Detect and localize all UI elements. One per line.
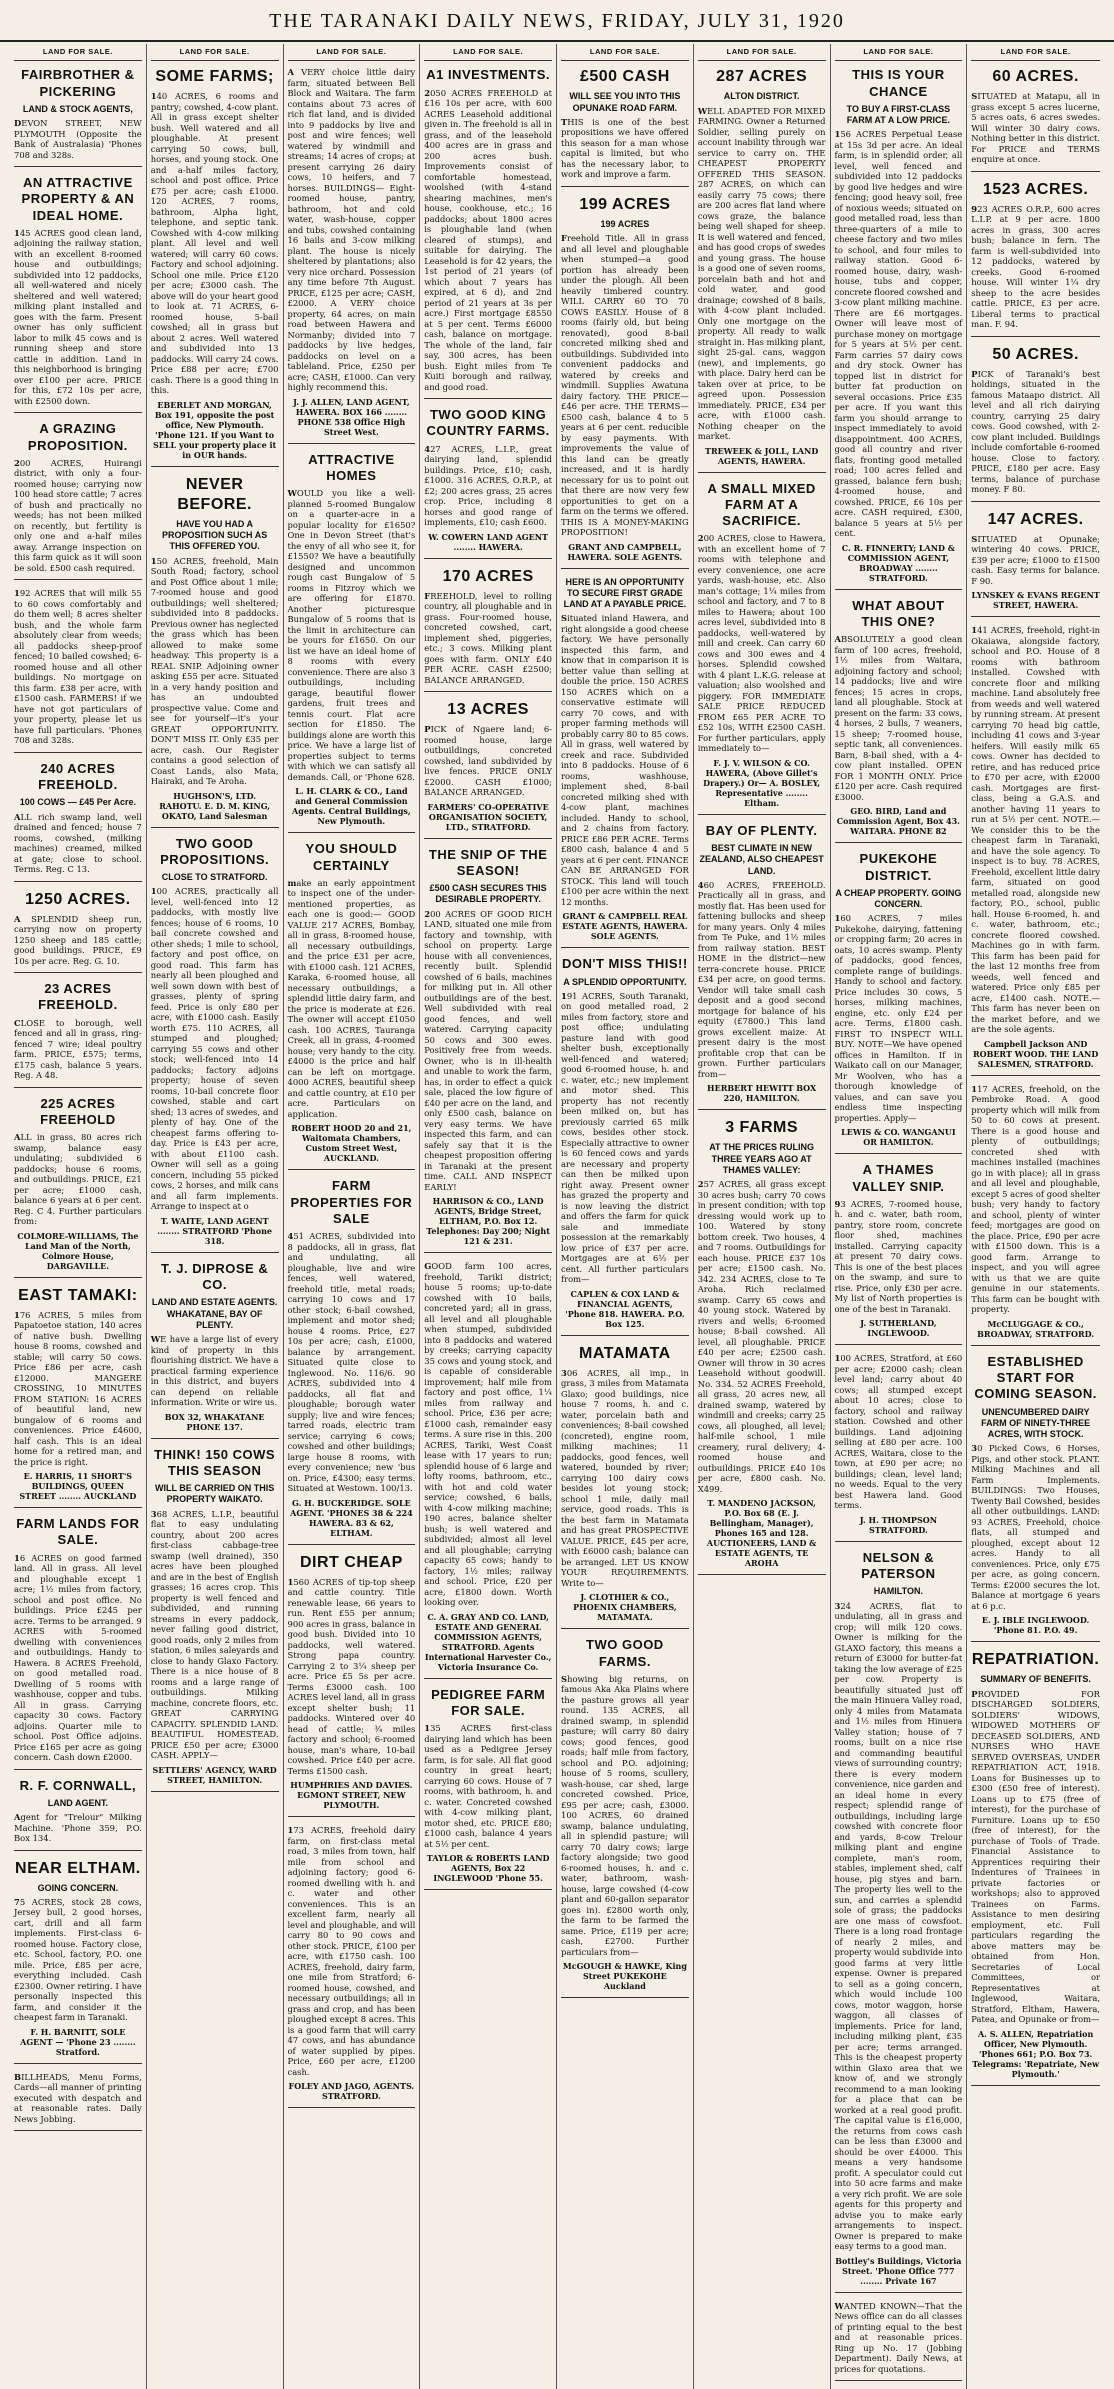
advertisement: [835, 1353, 963, 1542]
ad-subheading: TO BUY A FIRST-CLASS FARM AT A LOW PRICE.: [846, 103, 951, 126]
ad-body: 100 ACRES, Stratford, at £60 per acre; £2000 cash; clean level land; carry about 40 cows; all stumped except about 10 acres; close to factory, school and railway station. Cowshed and other buildings. Land adjoining selling at £80 per acre. 100 ACRES, Waitara, close to the town, at £90 per acre; no buildings; clean, level land; no weeds. Equal to the very best Hawera land. Good terms.: [834, 1353, 963, 1511]
ad-signature: HERBERT HEWITT BOX 220, HAMILTON.: [707, 1083, 817, 1104]
divider: [561, 1997, 689, 1998]
ad-body: Showing big returns, on famous Aka Aka Plains where the pasture grows all year round. 135 ACRES, all drained swamp, in splendid pasture; will carry 80 dairy cows; good fences, good roads; half mile from factory, school and P.O. adjoining; house of 5 rooms, scullery, wash-house, car shed, large concreted cowshed. Price, £95 per acre; cash, £3000. 100 ACRES, 60 drained swamp, balance undulating, all in splendid pasture; will carry 70 dairy cows; large factory alongside; two good 6-roomed houses, h. and c. water, bathroom, wash-house, large cowshed (4-cow plant and 60-gallon separator goes in). £2800 worth only, the farm to be farmed the same. Price, £119 per acre; cash, £2700. Further particulars from—: [561, 1673, 689, 1957]
column-2: [147, 44, 284, 2389]
ad-body: GOOD farm 100 acres, freehold, Tariki district; house 5 rooms; up-to-date cowshed with 10 bails, concreted yard; all in grass, all level and all ploughable when stumped, subdivided into 8 paddocks and watered by creeks; carrying capacity 35 cows and young stock, and is capable of considerable improvement; half mile from factory and post office, 1¼ miles from railway and school. Price, £36 per acre; £1000 cash, remainder easy terms. A sure rise in this. 200 ACRES, Tariki, West Coast lease with 17 years to run; splendid house of 6 large and lofty rooms, bathroom, etc., with hot and cold water service; cowshed, 6 bails, with 4-cow milking machine; 190 acres, balance shelter bush; is well watered and subdivided; almost all level and all ploughable; carrying capacity 65 cows; handy to factory, 1½ miles; railway and school. Price, £20 per acre, £1800 down. Worth looking over.: [424, 1261, 552, 1608]
ad-subheading: LAND & STOCK AGENTS,: [22, 103, 133, 114]
ad-body: FREEHOLD, level to rolling country, all ploughable and in grass. Four-roomed house, concreted cowshed, cart, implement shed, piggeries, etc.; 3 cows. Milking plant goes with farm. ONLY £40 PER ACRE. CASH £2500; BALANCE ARRANGED.: [424, 590, 552, 685]
advertisement: [424, 407, 552, 559]
advertisement: [14, 588, 142, 753]
advertisement: [698, 67, 826, 472]
divider: [698, 1574, 826, 1575]
ad-heading: 1523 ACRES.: [982, 180, 1089, 198]
divider: [14, 972, 142, 973]
advertisement: [14, 1516, 142, 1770]
ad-subheading: A CHEAP PROPERTY. GOING CONCERN.: [835, 887, 962, 910]
ad-subheading: £500 CASH SECURES THIS DESIRABLE PROPERTY.: [429, 883, 547, 905]
ad-body: 368 ACRES, L.I.P., beautiful flat to easy undulating country, about 200 acres first-class cabbage-tree swamp (well drained), 350 acres have been ploughed and are in the best of English grasses; 16 acres crop. This property is well fenced and subdivided, and running streams in every paddock, never failing good district, good roads, only 2 miles from station, 6 miles saleyards and close to handy Glaxo Factory. There is a nice house of 8 rooms and a large range of outbuildings. Milking machine, concrete floors, etc. GREAT CARRYING CAPACITY. SPLENDID LAND. BEAUTIFUL HOMESTEAD. PRICE £50 per acre; £3000 CASH. APPLY—: [150, 1508, 279, 1761]
divider: [971, 2085, 1100, 2086]
ad-heading: DIRT CHEAP: [299, 1553, 403, 1571]
divider: [14, 2063, 142, 2064]
ad-body: 141 ACRES, freehold, right-in Okaiawa, alongside factory, school and P.O. House of 8 rooms with bathroom installed. Cowshed with concrete floor and milking machine. Land absolutely free from weeds and well watered by running stream. At present carrying 70 head big cattle, including 41 cows and 3-year heifers. Will easily milk 65 cows. Owner has decided to retire, and has reduced price to £70 per acre, with £2000 cash. Mortgages are first-class, being a G.A.S. and another having 11 years to run at 5½ per cent. NOTE.—We consider this to be the cheapest farm in Taranaki, and have the sole agency. To inspect is to buy. 78 ACRES, Freehold, excellent little dairy farm, situated on good metalled road, alongside new factory, P.O., school, public hall. House 6-roomed, h. and c. water, bathroom, etc.; concrete floored cowshed. Machines go in with farm. This farm has been paid for the last 12 months free from weeds, well fenced and watered. Price only £85 per acre, £1400 cash. NOTE.—This farm has never been on the market before, and we are the sole agents.: [971, 625, 1100, 1035]
column-header: LAND FOR SALE.: [151, 44, 279, 61]
ad-subheading: WILL SEE YOU INTO THIS OPUNAKE ROAD FARM.: [569, 91, 681, 113]
advertisement: [151, 67, 279, 467]
divider: [151, 1252, 279, 1253]
ad-heading: PUKEKOHE DISTRICT.: [859, 851, 938, 883]
ad-body: 306 ACRES, all imp., in grass, 3 miles from Matamata Glaxo; good buildings, nice house 7 rooms, h. and c. water, porcelain bath and conveniences; 8-bail cowshed (concreted), engine room, milking machines; 11 paddocks, good fences, well watered, bounded by river; carrying 100 dairy cows besides lot young stock; school 1 mile, daily mail service, good roads. This is the best farm in Matamata and has great PROSPECTIVE VALUE. PRICE, £45 per acre, with £6000 cash; balance can be arranged. LET US KNOW YOUR REQUIREMENTS. Write to—: [561, 1367, 689, 1588]
ad-body: WELL ADAPTED FOR MIXED FARMING. Owner a Returned Soldier, selling purely on account inability through war service to carry on. THE CHEAPEST PROPERTY OFFERED THIS SEASON. 287 ACRES, on which can easily carry 75 cows; there are 200 acres flat land where cows graze, the balance being well shaped for sheep. It is well watered and fenced, and has good crops of swedes and young grass. The house is a good one of seven rooms, porcelain bath and hot and cold water, and good drainage; cowshed of 8 bails, with 4-cow plant included. Only one mortgage on the property. All ready to walk straight in. Has milking plant, sight 25-gal. cans, waggon (new), and implements, go with place. Dairy herd can be taken over at price, to be agreed upon. Possession immediately. PRICE, £34 per acre, with £1000 cash. Nothing cheaper on the market.: [697, 105, 826, 442]
divider: [835, 1153, 963, 1154]
ad-signature: BOX 32, WHAKATANE PHONE 137.: [164, 1411, 265, 1432]
advertisement: [14, 1096, 142, 1278]
ad-heading: 240 ACRES FREEHOLD.: [38, 760, 118, 793]
ad-body: 451 ACRES, subdivided into 8 paddocks, all in grass, flat and undulating, all ploughable, live and wire fences, well watered, freehold title, metal roads; carrying 10 cows and 17 other stock; 6-bail cowshed, implement and motor shed; house 4 rooms. Price, £27 10s per acre; cash, £1000, balance by arrangement. Situated quite close to Inglewood. No. 116/6. 90 ACRES, subdivided into 4 paddocks, all flat and ploughable; borough water supply; live and wire fences; tarred roads, electric tram service; carrying 6 cows; cowshed and other buildings; large house 8 rooms, with every convenience; new 'bus on. Price, £4300; easy terms. Situated at Westown. 100/13.: [287, 1231, 416, 1494]
ad-signature: FOLEY AND JAGO, AGENTS. STRATFORD.: [288, 2081, 415, 2102]
advertisement: [151, 1261, 279, 1439]
ad-body: make an early appointment to inspect one of the under-mentioned properties, as each one is good:— GOOD VALUE 217 ACRES, Bombay, all in grass, 8-roomed house, all necessary outbuildings, and the price £31 per acre, with £1000 cash. 121 ACRES, Karaka, 6-roomed house, all necessary outbuildings, a splendid little dairy farm, and the price is moderate at £26. The owner will accept £1050 cash. 100 ACRES, Tauranga Creek, all in grass, 4-roomed house; very handy to the city. £4000 is the price and half can be left on mortgage. 4000 ACRES, beautiful sheep and cattle country, at £10 per acre. Particulars on application.: [287, 877, 416, 1119]
divider: [151, 827, 279, 828]
divider: [561, 1628, 689, 1629]
ad-heading: A THAMES VALLEY SNIP.: [852, 1162, 945, 1194]
ad-body: 117 ACRES, freehold, on the Pembroke Road. A good property which will milk from 50 to 60 cows at present. There is a good house and plenty of outbuildings; concreted shed with machines installed (machines go in with place); all in grass and all level and ploughable, except 5 acres of good shelter bush; very handy to factory and school, plenty of winter feed; mortgages are good on the place. Price, £90 per acre with £1500 down. This is a good farm. Arrange to inspect, and you will agree with us that we are quite genuine in our statements. This farm can be bought with property.: [971, 1083, 1100, 1315]
ad-subheading: 199 ACRES: [600, 218, 650, 229]
ad-body: Agent for "Trelour" Milking Machine. 'Phone 359, P.O. Box 134.: [14, 1812, 142, 1844]
ad-signature: F. J. V. WILSON & CO. HAWERA, (Above Gillet's Drapery.) Or— A. BOSLEY, Representative ........ Eltham.: [703, 757, 821, 808]
ad-heading: DON'T MISS THIS!!: [562, 956, 688, 972]
ad-heading: 13 ACRES: [447, 701, 529, 719]
advertisement: [14, 67, 142, 167]
divider: [14, 2130, 142, 2131]
divider: [424, 691, 552, 692]
ad-body: 2050 ACRES FREEHOLD at £16 10s per acre, with 600 ACRES Leasehold additional given in. The freehold is all in grass, and of the leasehold 400 acres are in grass and 200 acres bush. Improvements consist of comfortable homestead, woolshed (with 4-stand shearing machines, men's house, cookhouse, etc.; 16 paddocks; about 1800 acres is ploughable land (when cleared of stumps), and suitable for dairying. The Leasehold is for 42 years, the 1st period of 21 years (of which about 7 years has expired, at 6 d), and 2nd period of 21 years at 3s per acre.) First mortgage £8550 at 5 per cent. Terms £6000 cash, balance on mortgage. The whole of the land, fair say, 300 acres, has been bush. Eight miles from Te Kuiti borough and railway, and good road.: [424, 87, 552, 392]
ad-subheading: ALTON DISTRICT.: [723, 91, 800, 102]
divider: [971, 336, 1100, 337]
divider: [288, 832, 416, 833]
ad-signature: J. H. THOMPSON STRATFORD.: [859, 1514, 938, 1535]
divider: [835, 589, 963, 590]
divider: [561, 568, 689, 569]
ad-subheading: LAND AND ESTATE AGENTS. WHAKATANE, BAY OF PLENTY.: [151, 1297, 278, 1330]
ad-heading: TWO GOOD PROPOSITIONS.: [160, 835, 270, 867]
ad-body: 93 ACRES, 7-roomed house, h. and c. water, bath room, pantry, store room, concrete floor shed, machines installed. Carrying capacity at present 70 dairy cows. This is one of the best places on the swamp, and sure to rise. Price, only £30 per acre. My list of North properties is one of the best in Taranaki.: [834, 1198, 963, 1314]
advertisement: [288, 67, 416, 444]
advertisement: [971, 345, 1100, 502]
column-header: LAND FOR SALE.: [14, 44, 142, 61]
ad-signature: HUGHSON'S, LTD. RAHOTU. E. D. M. KING, OKATO, Land Salesman: [159, 790, 271, 821]
advertisement: [561, 195, 689, 569]
ad-subheading: BEST CLIMATE IN NEW ZEALAND, ALSO CHEAPEST LAND.: [699, 843, 824, 876]
ad-body: PROVIDED FOR DISCHARGED SOLDIERS, SOLDIERS' WIDOWS, WIDOWED MOTHERS OF DECEASED SOLDIERS, AND NURSES WHO HAVE SERVED OVERSEAS, UNDER REPATRIATION ACT, 1918. Loans for Businesses up to £300 (£50 free of interest). Loans up to £75 (free of interest), for the purchase of Furniture. Loans up to £50 (free of interest), for the purchase of Tools of Trade. Financial Assistance to Apprentices requiring their Indentures of Trainees in private factories or workshops; also to approved Trainees on Farms. Assistance to men desiring employment, etc. Full particulars regarding the above matters may be obtained from Hon. Secretaries of Local Committees, or Representatives at Inglewood, Waitara, Stratford, Eltham, Hawera, Patea, and Opunake or from—: [971, 1688, 1100, 2025]
divider: [151, 1438, 279, 1439]
divider: [14, 412, 142, 413]
ad-heading: 287 ACRES: [716, 68, 808, 86]
ad-heading: T. J. DIPROSE & CO.: [161, 1260, 269, 1293]
divider: [698, 814, 826, 815]
ad-body: 1560 ACRES of tip-top sheep and cattle country. Title renewable lease, 66 years to run. Rent £55 per annum; 900 acres in grass, balance in good bush. Divided into 10 paddocks, well watered. Strong papa country. Carrying 2 to 3¼ sheep per acre. Price £5 5s per acre. Terms £3000 cash. 100 ACRES level land, all in grass except shelter bush; 11 paddocks. Wintered over 40 head of cattle; ¾ miles factory and school; 6-roomed house, man's whare, 10-bail cowshed. Price £40 per acre. Terms £1500 cash.: [287, 1576, 416, 1776]
divider: [14, 579, 142, 580]
ad-subheading: HAMILTON.: [873, 1586, 923, 1597]
ad-body: 200 ACRES, Huirangi district, with only a four-roomed house; carrying now 100 head store cattle; 7 acres of bush and practically no weeds; has not been milked on recently, but fertility is only one and a-half miles away. Arrange inspection on this farm quick as it will soon be sold. £500 cash required.: [14, 457, 142, 573]
ad-body: PICK of Taranaki's best holdings, situated in the famous Mataapo district. All level and all rich dairying country, carrying 25 dairy cows. Good cowshed, with 2-cow plant included. Buildings include comfortable 6-roomed house. Close to factory. PRICE, £180 per acre. Easy terms, balance of purchase money. F 80.: [971, 368, 1100, 495]
ad-body: 324 ACRES, flat to undulating, all in grass and crop; will milk 120 cows. Owner is milking for the GLAXO factory, this means a return of £3000 for butter-fat taking the low average of £25 per cow. Property is beautifully situated just off the main Hinuera Valley road, only 4 miles from Matamata and 1½ miles from Hinuera Valley station; house of 7 rooms, built on a nice rise and commanding beautiful views of surrounding country; there is every modern convenience, nice garden and an ideal home in every respect; splendid range of outbuildings, including large cowshed with concrete floor and yards, 8-cow Trelour milking plant and engine complete, man's room, stables, implement shed, calf house, pig styes and barn. The property lies well to the sun, and carries a splendid sole of grass; the paddocks are one mass of cowsfoot. There is a long road frontage of nearly 2 miles, and property would subdivide into good farms at very little expense. Owner is prepared to sell as a going concern, which would include 100 cows, motor waggon, horse waggon, all classes of implements. Price for land, including milking plant, £35 per acre; terms arranged. This is the cheapest property within Glaxo area that we know of, and we strongly recommend to a man looking for a place that can be worked at a real good profit. The capital value is £16,000, the returns from cows cash can be less than £3000 and should be over £4000. This means a very handsome profit. A speculator could cut into 50 acre farms and make a very rich profit. We are sole agents for this property and advise you to make early arrangements to inspect. Owner is prepared to make easy terms to a good man.: [834, 1600, 963, 2252]
divider: [14, 166, 142, 167]
ad-signature: TAYLOR & ROBERTS LAND AGENTS, Box 22 INGLEWOOD 'Phone 55.: [426, 1853, 550, 1884]
ad-signature: F. H. BARNITT, SOLE AGENT — 'Phone 23 ........ Stratford.: [20, 2026, 136, 2057]
ad-heading: AN ATTRACTIVE PROPERTY & AN IDEAL HOME.: [21, 175, 135, 223]
advertisement: [561, 1344, 689, 1630]
advertisement: [561, 67, 689, 187]
ad-body: ALL in grass, 80 acres rich swamp, balance easy undulating; subdivided 6 paddocks; house 6 rooms, and outbuildings. PRICE, £21 per acre; £1000 cash, balance 6 years at 6 per cent. Reg. C 4. Further particulars from:: [14, 1132, 142, 1227]
ad-signature: J. SUTHERLAND, INGLEWOOD.: [860, 1318, 937, 1339]
advertisement: [835, 598, 963, 844]
ad-signature: G. H. BUCKERIDGE. SOLE AGENT. 'PHONES 38 & 224 HAWERA. 83 & 62, ELTHAM.: [290, 1497, 413, 1538]
ad-heading: £500 CASH: [579, 68, 670, 86]
ad-body: 145 ACRES good clean land, adjoining the railway station, with an excellent 8-roomed house and outbuildings; subdivided into 12 paddocks, all well-watered and nicely sheltered and well watered; milking plant installed and goes with the farm. Present owner has only sufficient labor to milk 45 cows and is running sheep and store cattle in addition. Land in this neighborhood is bringing over £100 per acre. PRICE for this, £72 10s per acre, with £2500 down.: [14, 227, 142, 406]
ad-heading: A1 INVESTMENTS.: [426, 67, 551, 83]
ad-body: 75 ACRES, stock 28 cows, Jersey bull, 2 good horses, cart, drill and all farm implements. First-class 6-roomed house. Factory close, etc. School, factory, P.O. one mile. Price, £85 per acre, everything included. Cash £2300. Owner retiring. I have personally inspected this farm, and consider it the cheapest farm in Taranaki.: [14, 1896, 142, 2023]
advertisement: [151, 475, 279, 828]
ad-body: 460 ACRES, FREEHOLD. Practically all in grass, and mostly flat. Has been used for fattening bullocks and sheep for many years. Only 4 miles from Te Puke, and 1½ miles from railway station. BEST HOME in the district—new terra-concrete house. PRICE £34 per acre, on good terms. Vendor will take small cash deposit and a good second mortgage for balance of his equity (£7800.) This land grows excellent maize. At present dairy is the most profitable crop that can be grown. Further particulars from—: [697, 879, 826, 1079]
ad-signature: Bottley's Buildings, Victoria Street. 'Phone Office 777 ........ Private 167: [835, 2255, 962, 2286]
ad-signature: J. CLOTHIER & CO., PHOENIX CHAMBERS, MATAMATA.: [573, 1592, 677, 1623]
advertisement: [561, 577, 689, 949]
ad-heading: TWO GOOD KING COUNTRY FARMS.: [426, 407, 550, 439]
ad-signature: EBERLET AND MORGAN, Box 191, opposite the post office, New Plymouth. 'Phone 121. If you Want to SELL your property place it in OUR hands.: [153, 399, 277, 460]
divider: [971, 616, 1100, 617]
ad-body: PICK of Ngaere land; 6-roomed house, large outbuildings, concreted cowshed, land subdivided by live fences. PRICE ONLY £2000. CASH £1000; BALANCE ARRANGED.: [424, 724, 552, 798]
divider: [424, 1889, 552, 1890]
ad-body: 150 ACRES, freehold, Main South Road; factory, school and Post Office about 1 mile; 7-roomed house and good outbuildings; well sheltered; subdivided into 8 paddocks. Previous owner has neglected the grass which has been allowed to make some headway. This property is a REAL SNIP. Adjoining owner asking £55 per acre. Situated in a very handy position and has an undoubted prospective value. Come and see for yourself—it's your GREAT OPPORTUNITY. DON'T MISS IT. Only £35 per acre, cash. Our Register contains a good selection of Coast Lands, also Mata, Hairaki, and Te Aroha.: [150, 555, 279, 787]
ad-heading: 50 ACRES.: [992, 345, 1079, 363]
advertisement: [424, 1261, 552, 1679]
ad-body: 200 ACRES, close to Hawera, with an excellent home of 7 rooms with telephone and every convenience, one acre yards, wash-house, etc. Also man's cottage; 1¼ miles from school and factory, and 7 to 8 miles to Hawera; about 100 acres level, subdivided into 8 paddocks, well-watered by mill and creek. Can carry 60 cows and 300 ewes and 4 horses. Splendid cowshed with 4 plant L.K.G. release at valuation; also woolshed and piggery. FOR IMMEDIATE SALE PRICE REDUCED FROM £65 PER ACRE TO £52 10s, WITH £2500 CASH. For further particulars, apply immediately to—: [697, 533, 826, 754]
ad-signature: COLMORE-WILLIAMS, The Land Man of the North, Colmore House, DARGAVILLE.: [17, 1230, 139, 1271]
ad-subheading: CLOSE TO STRATFORD.: [161, 872, 268, 883]
column-5: [557, 44, 694, 2389]
ad-heading: ATTRACTIVE HOMES: [308, 451, 395, 484]
ad-signature: L. H. CLARK & CO., Land and General Commission Agents. Central Buildings, New Plymouth.: [292, 786, 411, 827]
advertisement: [288, 452, 416, 834]
advertisement: [288, 841, 416, 1170]
advertisement: [971, 1084, 1100, 1346]
advertisement: [698, 481, 826, 815]
ad-signature: FARMERS' CO-OPERATIVE ORGANISATION SOCIETY, LTD., STRATFORD.: [427, 801, 549, 832]
ad-body: WOULD you like a well-planned 5-roomed Bungalow on a quarter-acre in a popular locality for £1650? One in Devon Street (that's the envy of all who see it, for £1550? We have a beautifully designed and uncommon rough cast Bungalow of 5 rooms in Fitzroy which we are offering for £1870. Another picturesque Bungalow of 5 rooms that is the limit in architecture can be yours for £1650. On our list we have an ideal home of 8 rooms with every convenience. There are also 3 outbuildings, including garage, beautiful flower gardens, fruit trees and tennis court. Flat acre section for £1850. The buildings alone are worth this price. We have a large list of properties subject to terms with which we can satisfy all demands. Call, or 'Phone 628.: [287, 488, 416, 782]
ad-body: 427 ACRES, L.I.P., great dairying land, splendid buildings. Price, £10; cash, £1000. 316 ACRES, O.R.P., at £2; 200 acres grass, 25 acres crop. Price, including 8 horses and good range of implements, £10; cash £600.: [424, 443, 552, 528]
divider: [151, 1791, 279, 1792]
divider: [288, 2107, 416, 2108]
advertisement: [835, 1162, 963, 1345]
column-6: [694, 44, 831, 2389]
divider: [288, 1169, 416, 1170]
ad-heading: 199 ACRES: [579, 195, 671, 213]
ad-signature: LEWIS & CO. WANGANUI OR HAMILTON.: [841, 1127, 956, 1148]
ad-subheading: WILL BE CARRIED ON THIS PROPERTY WAIKATO.: [154, 1483, 275, 1505]
ad-signature: CAPLEN & COX LAND & FINANCIAL AGENTS, 'Phone 818. HAWERA. P.O. Box 125.: [565, 1288, 685, 1329]
ad-heading: FARM LANDS FOR SALE.: [16, 1516, 140, 1548]
ad-subheading: A SPLENDID OPPORTUNITY.: [563, 976, 687, 987]
advertisement: [288, 1825, 416, 2108]
ad-body: 140 ACRES, 6 rooms and pantry; cowshed, 4-cow plant. All in grass except shelter bush. Well watered and all ploughable. At present carrying 50 cows, bull, horses, and young stock. One and a-half miles factory, school and post office. Price £75 per acre; cash £1000. 120 ACRES, 7 rooms, bathroom, Alpha light, telephone, and septic tank. Cowshed with 4-cow milking plant. All level and well watered; will carry 60 cows. Factory and school adjoining. School one mile. Price £120 per acre; £3000 cash. The above will do your heart good to look at. 71 ACRES, 6-roomed house, 5-bail cowshed; all in grass but about 2 acres. Well watered and subdivided into 13 paddocks. Will carry 24 cows. Price £88 per acre; £700 cash. There is a good thing in this.: [150, 91, 279, 396]
ad-subheading: AT THE PRICES RULING THREE YEARS AGO AT THAMES VALLEY:: [709, 1142, 815, 1175]
divider: [14, 752, 142, 753]
ad-heading: 147 ACRES.: [987, 510, 1084, 528]
ad-heading: THINK! 150 COWS THIS SEASON: [154, 1446, 276, 1478]
advertisement: [14, 761, 142, 882]
divider: [971, 1641, 1100, 1642]
ad-body: 191 ACRES, South Taranaki, on good metalled road, 2 miles from factory, store and post office; undulating pasture land with good shelter bush, exceptionally well-fenced and watered; good 6-roomed house, h. and c. water, etc.; new implement and motor shed. This property has not recently been milked on, but has previously carried 65 milk cows, besides other stock. Especially attractive to owner is 60 fenced cows and yards are necessary and property can then be milked upon right away. Present owner has grazed the property and is now leaving the district and offers the farm for quick sale and immediate possession at the remarkably low price of £37 per acre. Mortgages are at 6½ per cent. All further particulars from—: [561, 990, 689, 1285]
column-header: LAND FOR SALE.: [971, 44, 1100, 61]
advertisement: [971, 1650, 1100, 2085]
advertisement: [835, 2301, 963, 2382]
divider: [424, 558, 552, 559]
advertisement: [14, 421, 142, 580]
advertisement: [424, 567, 552, 693]
ad-subheading: SUMMARY OF BENEFITS.: [980, 1674, 1091, 1685]
ad-body: WANTED KNOWN—That the News office can do all classes of printing equal to the best and at reasonable prices. Ring up No. 17 (Jobbing Department). Daily News, at prices for quotations.: [834, 2300, 963, 2374]
ad-body: 135 ACRES first-class dairying land which has been used as a Pedigree Jersey farm, is for sale. All flat good country in great heart; carrying 60 cows. House of 7 rooms, with bathroom, h. and c. water. Concreted cowshed with 4-cow milking plant, motor shed, etc. PRICE £80; £1000 cash, balance 4 years at 5½ per cent.: [424, 1723, 552, 1849]
ad-heading: THIS IS YOUR CHANCE: [852, 67, 945, 99]
divider: [14, 1507, 142, 1508]
ad-signature: GRANT AND CAMPBELL, HAWERA. SOLE AGENTS.: [567, 541, 683, 562]
ad-body: 100 ACRES, practically all level, well-fenced into 12 paddocks, with mostly live fences; house of 6 rooms, 10 bail concrete cowshed and other sheds; 1 mile to school, factory and post office, on good road. This farm has nearly all been ploughed and well sown down with best of grasses, plenty of spring feed. Price is only £80 per acre, with £1000 cash. Easily worth £75. 110 ACRES, all stumped and ploughed; carrying 55 cows and other stock; well-fenced into 14 paddocks; factory adjoins property; house of seven rooms, 10-bail concrete floor cowshed, stable and cart shed; 13 acres of swedes, and plenty of hay. One of the cheapest farms offering to-day. Price is £43 per acre, with about £1100 cash. Owner will sell as a going concern, including 55 picked cows, 2 horses, and milk cans and all farm implements. Arrange to inspect at o: [150, 886, 279, 1212]
ad-subheading: 100 COWS — £45 Per Acre.: [19, 797, 136, 808]
ad-body: ABSOLUTELY a good clean farm of 100 acres, freehold, 1½ miles from Waitara, adjoining factory and school; 14 paddocks; live and wire fences; 15 acres in crops, land all ploughable. Stock at present on the farm: 33 cows, 4 horses, 2 bulls, 7 weaners, 15 sheep; 7-roomed house, septic tank, all conveniences. Barn, 8-bail shed, with a 4-cow plant installed. OPEN FOR 1 MONTH ONLY. Price £120 per acre. Cash required £3000.: [834, 634, 963, 802]
ad-signature: T. MANDENO JACKSON, P.O. Box 68 (E. J. Bellingham, Manager), Phones 165 and 128. AUCTIONEERS, LAND & ESTATE AGENTS, TE AROHA: [706, 1498, 817, 1569]
divider: [14, 1850, 142, 1851]
divider: [424, 838, 552, 839]
advertisement: [835, 67, 963, 590]
advertisement: [971, 1354, 1100, 1643]
column-header: LAND FOR SALE.: [424, 44, 552, 61]
ad-heading: NELSON & PATERSON: [861, 1549, 936, 1582]
ad-signature: HARRISON & CO., LAND AGENTS, Bridge Street, ELTHAM, P.O. Box 12. Telephones: Day 200; Night 121 & 231.: [426, 1196, 550, 1247]
advertisement: [151, 1447, 279, 1792]
advertisement: [835, 1550, 963, 2293]
ad-signature: A. S. ALLEN, Repatriation Officer, New Plymouth. 'Phones 661; P.O. Box 73. Telegrams: 'Repatriate, New Plymouth.': [972, 2028, 1099, 2079]
advertisement: [424, 1687, 552, 1891]
ad-signature: LYNSKEY & EVANS REGENT STREET, HAWERA.: [971, 590, 1100, 611]
divider: [698, 472, 826, 473]
ad-body: DEVON STREET, NEW PLYMOUTH (Opposite the Bank of Australasia) 'Phones 708 and 328s.: [14, 118, 142, 160]
advertisement: [14, 890, 142, 974]
advertisement: [698, 823, 826, 1111]
advertisement: [424, 67, 552, 399]
divider: [971, 501, 1100, 502]
ad-heading: SOME FARMS;: [155, 68, 274, 86]
ad-signature: C. R. FINNERTY; LAND & COMMISSION AGENT, BROADWAY ........ STRATFORD.: [841, 542, 955, 583]
ad-heading: NEVER BEFORE.: [177, 475, 252, 513]
ad-signature: T. WAITE, LAND AGENT ........ STRATFORD 'Phone 318.: [157, 1215, 272, 1246]
column-8: [967, 44, 1104, 2389]
ad-heading: 3 FARMS: [725, 1119, 799, 1137]
ad-heading: 1250 ACRES.: [25, 890, 131, 908]
divider: [971, 171, 1100, 172]
ad-body: 192 ACRES that will milk 55 to 60 cows comfortably and do them well; 8 acres shelter bush, and the whole farm absolutely clear from weeds; all paddocks sheep-proof fenced; 10 bailed cowshed; 6-roomed house and all other buildings. No mortgage on this farm. £38 per acre, with £1500 cash. FARMERS! if we have not got particulars of your property, please let us have full particulars. 'Phones 708 and 328s.: [14, 588, 142, 746]
ad-signature: W. COWERN LAND AGENT ........ HAWERA.: [428, 531, 548, 552]
divider: [288, 1816, 416, 1817]
advertisement: [151, 836, 279, 1253]
ad-heading: 23 ACRES FREEHOLD.: [38, 981, 118, 1013]
divider: [288, 443, 416, 444]
ad-subheading: HAVE YOU HAD A PROPOSITION SUCH AS THIS OFFERED YOU.: [162, 518, 268, 552]
advertisement: [288, 1553, 416, 1818]
divider: [835, 2292, 963, 2293]
divider: [835, 842, 963, 843]
ad-signature: Campbell Jackson AND ROBERT WOOD. THE LAND SALESMEN, STRATFORD.: [972, 1038, 1099, 1069]
ad-body: 176 ACRES, 5 miles from Papatoetoe station, 140 acres of native bush. Dwelling house 8 rooms, cowshed and stable; will carry 50 cows. Price £86 per acre, cash £12000. MANGERE CROSSING, 10 MINUTES FROM STATION: 16 ACRES of beautiful land, new bungalow of 6 rooms and conveniences. Price £4600, half cash. This is an ideal home for a retired man, and the price is right.: [14, 1309, 142, 1467]
divider: [14, 1087, 142, 1088]
divider: [288, 1544, 416, 1545]
ad-body: Situated inland Hawera, and right alongside a good cheese factory. We have personally inspected this farm, and know that in comparison it is better value than selling at double the price. 150 ACRES 150 ACRES which on a conservative estimate will carry 70 cows, and with proper farming methods will probably carry 80 to 85 cows. All in grass, well watered by creek and race. Subdivided into 8 paddocks. House of 6 rooms, washhouse, implement shed, 8-bail concreted milking shed with 4-cow plant, machines included. Handy to school, and 2 chains from factory. PRICE £86 PER ACRE. Terms £800 cash, balance 4 and 5 years at 6 per cent. FINANCE CAN BE ARRANGED FOR STOCK. This land will touch £100 per acre within the next 12 months.: [561, 613, 689, 907]
column-header: LAND FOR SALE.: [835, 44, 963, 61]
ad-body: THIS is one of the best propositions we have offered this season for a man whose capital is limited, but who has the necessary labor, to work and improve a farm.: [561, 116, 689, 180]
ad-heading: BAY OF PLENTY.: [705, 822, 818, 838]
ad-heading: REPATRIATION.: [971, 1651, 1100, 1669]
ad-body: 16 ACRES on good farmed land. All in grass. All level and ploughable except 1 acre; 1½ miles from factory, school and post office. No buildings. Price £245 per acre. Terms to be arranged. 9 ACRES with 5-roomed dwelling with conveniences and outbuildings. Handy to Hawera. 8 ACRES Freehold, on good metalled road. Dwelling of 5 rooms with washhouse, copper and tubs. All in grass. Carrying capacity 30 cows. Factory adjoins. Quarter mile to school. Post Office adjoins. Price £165 per acre as going concern. Cash down £2000.: [14, 1552, 142, 1763]
ad-signature: J. J. ALLEN, LAND AGENT, HAWERA. BOX 166 ........ PHONE 538 Office High Street West.: [293, 396, 410, 437]
ad-heading: 225 ACRES FREEHOLD: [40, 1095, 116, 1127]
ad-heading: YOU SHOULD CERTAINLY: [305, 841, 398, 873]
advertisement: [14, 1286, 142, 1509]
ad-heading: FAIRBROTHER & PICKERING: [21, 67, 135, 99]
ad-signature: E. HARRIS, 11 SHORT'S BUILDINGS, QUEEN STREET ........ AUCKLAND: [19, 1471, 137, 1502]
ad-subheading: HERE IS AN OPPORTUNITY TO SECURE FIRST GRADE LAND AT A PAYABLE PRICE.: [563, 576, 687, 610]
column-1: [10, 44, 147, 2389]
divider: [14, 1277, 142, 1278]
divider: [424, 398, 552, 399]
divider: [971, 1345, 1100, 1346]
advertisement: [288, 1178, 416, 1544]
column-3: [284, 44, 421, 2389]
columns-container: [10, 44, 1104, 2374]
divider: [561, 947, 689, 948]
ad-heading: ESTABLISHED START FOR COMING SEASON.: [974, 1353, 1097, 1402]
advertisement: [14, 1859, 142, 2064]
ad-heading: THE SNIP OF THE SEASON!: [428, 846, 548, 878]
advertisement: [971, 67, 1100, 172]
ad-heading: TWO GOOD FARMS.: [586, 1637, 664, 1669]
column-4: [420, 44, 557, 2389]
ad-body: 923 ACRES O.R.P., 600 acres L.I.P. at 9 per acre. 1800 acres in grass, 300 acres bush; balance in fern. The farm is well-subdivided into 12 paddocks, watered by creeks. Good 6-roomed house. Will winter 1¼ dry sheep to the acre besides cattle. PRICE, £3 per acre. Liberal terms to practical man. F. 94.: [971, 203, 1100, 330]
advertisement: [971, 180, 1100, 337]
ad-body: 173 ACRES, freehold dairy farm, on first-class metal road, 3 miles from town, half mile from school and adjoining factory; good 6-roomed dwelling with h. and c. water and other conveniences. This is an excellent farm, nearly all level and ploughable, and will carry 80 to 90 cows and other stock. PRICE, £100 per acre, with £1750 cash. 100 ACRES, freehold, dairy farm, one mile from Stratford; 6-roomed house, cowshed, and necessary outbuildings; all in grass and crop, and has been ploughed except 8 acres. This is a good farm that will carry 47 cows, and has abundance of water supplied by pipes. Price, £60 per acre, £1200 cash.: [287, 1825, 416, 2077]
ad-heading: A SMALL MIXED FARM AT A SACRIFICE.: [707, 480, 816, 529]
ad-body: CLOSE to borough, well fenced and all in grass, ring-fenced 7 wire; ideal poultry farm. PRICE, £575; terms, £175 cash, balance 5 years. Reg. A 48.: [14, 1017, 142, 1081]
ad-body: SITUATED at Matapu, all in grass except 5 acres lucerne, 5 acres oats, 6 acres swedes. Will winter 30 dairy cows. Nothing better in this district. For PRICE and TERMS enquire at once.: [971, 91, 1100, 165]
advertisement: [14, 1778, 142, 1851]
ad-signature: McCLUGGAGE & CO., BROADWAY, STRATFORD.: [977, 1318, 1095, 1339]
ad-body: ALL rich swamp land, well drained and fenced; house 7 rooms, cowshed, (milking machines) creamed, milked at gate; close to school. Terms. Reg. C 13.: [14, 811, 142, 875]
divider: [698, 1109, 826, 1110]
divider: [14, 1769, 142, 1770]
column-header: LAND FOR SALE.: [698, 44, 826, 61]
advertisement: [971, 510, 1100, 618]
ad-body: SITUATED at Opunake; wintering 40 cows. PRICE, £39 per acre; £1000 to £1500 cash. Easy terms for balance. F 90.: [971, 533, 1100, 586]
ad-signature: E. J. IBLE INGLEWOOD. 'Phone 81. P.O. 49.: [981, 1615, 1090, 1636]
ad-body: A VERY choice little dairy farm, situated between Bell Block and Waitara. The farm contains about 73 acres of rich flat land, and is divided into 9 paddocks by live and post and wire fences; well watered by windmill and streams; 14 acres of crops; at present carrying 26 dairy cows, 10 heifers, and 7 horses. BUILDINGS— Eight-roomed house, pantry, bathroom, hot and cold water, wash-house, copper and tubs, cowshed containing 16 bails and 3-cow milking plant. The house is nicely sheltered by plantations; also very nice orchard. Possession any time before 7th August. PRICE, £125 per acre; CASH, £2000. A VERY choice property, 64 acres, on main road between Hawera and Normanby; divided into 7 paddocks by live hedges, paddocks on level on a tableland. Price, £250 per acre; CASH, £1000. Can very highly recommend this.: [287, 67, 416, 393]
ad-subheading: UNENCUMBERED DAIRY FARM OF NINETY-THREE ACRES, WITH STOCK.: [981, 1406, 1091, 1440]
ad-heading: A GRAZING PROPOSITION.: [27, 421, 128, 453]
column-header: LAND FOR SALE.: [288, 44, 416, 61]
ad-signature: GRANT & CAMPBELL REAL ESTATE AGENTS, HAWERA. SOLE AGENTS.: [562, 911, 688, 942]
advertisement: [835, 851, 963, 1154]
ad-heading: PEDIGREE FARM FOR SALE.: [431, 1686, 546, 1718]
divider: [14, 881, 142, 882]
advertisement: [14, 2072, 142, 2132]
divider: [561, 1335, 689, 1336]
advertisement: [698, 1118, 826, 1575]
ad-heading: EAST TAMAKI:: [18, 1286, 138, 1304]
column-header: LAND FOR SALE.: [561, 44, 689, 61]
ad-signature: HUMPHRIES AND DAVIES. EGMONT STREET, NEW PLYMOUTH.: [290, 1780, 413, 1811]
divider: [835, 1541, 963, 1542]
ad-heading: MATAMATA: [579, 1344, 671, 1362]
ad-body: 257 ACRES, all grass except 30 acres bush; carry 70 cows in present condition; with top dressing would work up to 100. Watered by stony bottom creek. Two houses, 4 and 7 rooms. Outbuildings for each house. PRICE £37 10s per acre; £1500 cash. No. 342. 234 ACRES, close to Te Aroha. Rich reclaimed swamp. Carry 65 cows and 40 young stock. Watered by rivers and wells; 6-roomed house; 8-bail cowshed. All level, all ploughable. PRICE £40 per acre; £2500 cash. Owner will throw in 30 acres Leasehold without goodwill. No. 334. 52 ACRES Freehold, all grass, 20 acres new, all drained swamp, watered by windmill and creeks; carry 25 cows, all ploughed, all level; half-mile school, 1 mile creamery, rural delivery; 4-roomed house and outbuildings. PRICE £40 10s per acre, £800 cash. No. X499.: [697, 1179, 826, 1494]
ad-signature: TREWEEK & JOLL, LAND AGENTS, HAWERA.: [704, 445, 819, 466]
masthead-title: THE TARANAKI DAILY NEWS, FRIDAY, JULY 31, 1920: [269, 10, 845, 32]
ad-signature: McGOUGH & HAWKE, King Street PUKEKOHE Auckland: [562, 1961, 687, 1992]
ad-signature: GEO. BIRD, Land and Commission Agent, Box 43. WAITARA. PHONE 82: [836, 806, 960, 837]
ad-body: WE have a large list of every kind of property in this flourishing district. We have a practical farming experience in this district, and buyers can depend on reliable information. Write or wire us.: [150, 1334, 279, 1408]
ad-body: 156 ACRES Perpetual Lease at 15s 3d per acre. An ideal farm, is in splendid order, all level, well fenced and subdivided into 12 paddocks by good live hedges and wire fencing; good heavy soil, free of noxious weeds; situated on good metalled road, less than three-quarters of a mile to cheese factory and two miles to school, and four miles to railway station. Good 6-roomed house, dairy, wash-house, tubs and copper, concrete floored cowshed and 3-cow plant milking machine. There are £6 mortgages. Owner will leave most of purchase money on mortgage for 5 years at 5½ per cent. Farm carries 57 dairy cows and dry stock. Owner has topped list in district for butter fat production on several occasions. Price £35 per acre. If you want this farm you should arrange to inspect immediately to avoid disappointment. 400 ACRES, good all country and river flats, fronting good metalled road; 100 acres felled and grassed, balance fern bush; 4-roomed house, and cowshed. PRICE, £6 10s per acre. CASH required, £300, balance 5 years at 5½ per cent.: [834, 129, 963, 539]
ad-heading: NEAR ELTHAM.: [15, 1859, 141, 1877]
advertisement: [971, 625, 1100, 1076]
advertisement: [14, 175, 142, 413]
ad-heading: FARM PROPERTIES FOR SALE: [290, 1178, 413, 1226]
advertisement: [561, 956, 689, 1336]
ad-body: 30 Picked Cows, 6 Horses, Pigs, and other stock. PLANT. Milking Machines and all Farm Implements. BUILDINGS: Two Houses, Twenty Bail Cowshed, besides all other outbuildings. LAND: 93 ACRES, Freehold, choice flats, all stumped and ploughed, except about 12 acres. Handy to all conveniences. Price, only £75 per acre, as going concern. Terms: £2000 secures the lot. Balance at mortgage 6 years at 6 p.c.: [971, 1443, 1100, 1611]
ad-signature: SETTLERS' AGENCY, WARD STREET, HAMILTON.: [152, 1764, 277, 1785]
ad-subheading: LAND AGENT.: [47, 1797, 108, 1808]
advertisement: [424, 700, 552, 839]
divider: [424, 1678, 552, 1679]
ad-signature: C. A. GRAY AND CO. LAND, ESTATE AND GENERAL COMMISSION AGENTS, STRATFORD. Agents International Harvester Co., Victoria Insurance Co.: [424, 1611, 552, 1672]
masthead: [0, 0, 1114, 42]
ad-heading: R. F. CORNWALL,: [19, 1777, 137, 1793]
column-7: [831, 44, 968, 2389]
ad-heading: 60 ACRES.: [992, 68, 1079, 86]
divider: [424, 1252, 552, 1253]
ad-signature: ROBERT HOOD 20 and 21, Waitomata Chambers, Custom Street West, AUCKLAND.: [291, 1123, 412, 1164]
ad-body: Freehold Title. All in grass and all level and ploughable when stumped—a good portion has already been under the plough. All been heavily timbered country. WILL CARRY 60 TO 70 COWS EASILY. House of 8 rooms (fairly old, but being renovated), good 8-bail concreted milking shed and outbuildings. Subdivided into convenient paddocks and watered by creeks and windmill. Supplies Awatuna dairy factory. THE PRICE—£46 per acre. THE TERMS—£500 cash, balance 4 to 5 years at 6 per cent. reducible by easy payments. With improvements the value of this land can be greatly increased, and it is hardly necessary for us to point out that there are now very few opportunities to get on a farm on the terms we offered. THIS IS A MONEY-MAKING PROPOSITION!: [561, 233, 689, 538]
advertisement: [424, 847, 552, 1254]
advertisement: [561, 1637, 689, 1998]
ad-heading: 170 ACRES: [442, 567, 534, 585]
ad-heading: WHAT ABOUT THIS ONE?: [852, 597, 945, 630]
ad-subheading: GOING CONCERN.: [37, 1882, 119, 1893]
divider: [835, 2380, 963, 2381]
divider: [971, 1075, 1100, 1076]
divider: [835, 1344, 963, 1345]
ad-body: A SPLENDID sheep run, carrying now on property 1250 sheep and 185 cattle; good buildings. PRICE, £9 10s per acre. Reg. G. 10.: [14, 913, 142, 966]
advertisement: [14, 981, 142, 1088]
divider: [151, 466, 279, 467]
ad-body: BILLHEADS, Menu Forms, Cards—all manner of printing executed with despatch and at reasonable rates. Daily News Jobbing.: [14, 2071, 142, 2124]
ad-body: 200 ACRES OF GOOD RICH LAND, situated one mile from factory and township, with school on property. Large house with all conveniences, recently built. Splendid cowshed of 6 bails, machines for milking put in. All other outbuildings are of the best. Well subdivided with real good fences, and well watered. Carrying capacity 50 cows and 300 ewes. Positively free from weeds. Owner, who is in ill-health and unable to work the farm, has, in order to effect a quick sale, placed the low figure of £40 per acre on the land, and only £500 cash, balance on very easy terms. We have inspected this farm, and can safely say that it is the cheapest proposition offering in Taranaki at the present time. CALL AND INSPECT EARLY!: [424, 908, 552, 1192]
ad-body: 160 ACRES, 7 miles Pukekohe, dairying, fattening or cropping farm; 20 acres in oats, 10 acres swamp. Plenty of paddocks, good fences, complete range of buildings. Handy to school and factory. Price includes 30 cows, 5 horses, milking machines, engine, etc. only £24 per acre. Terms, £1800 cash. FIRST TO INSPECT WILL BUY. NOTE—We have opened offices in Hamilton. If in Waikato call on our Manager, Mr Woolven, who has a thorough knowledge of values, and can save you endless time inspecting properties. Apply—: [834, 913, 963, 1123]
divider: [561, 186, 689, 187]
